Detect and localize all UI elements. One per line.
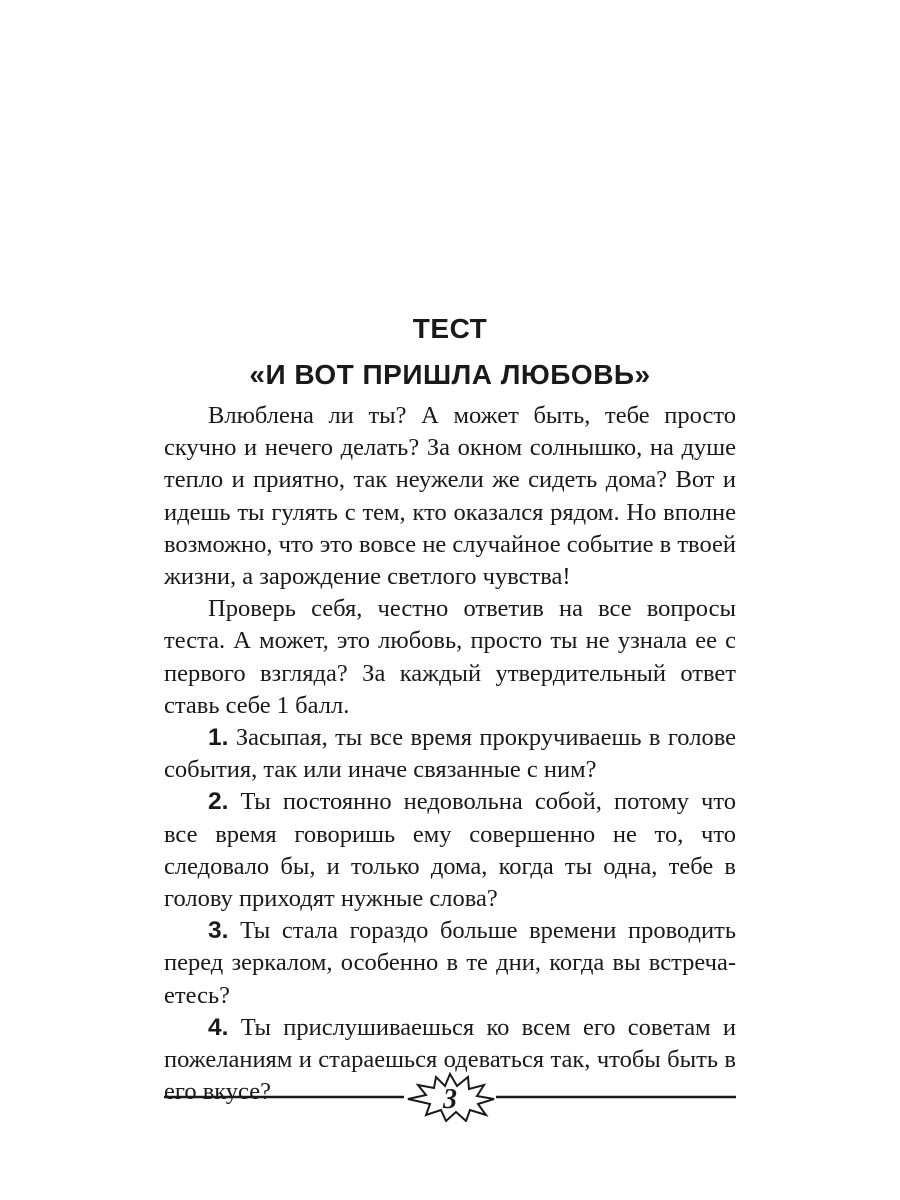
question-text: Засыпая, ты все время прокручиваешь в голове события, так или иначе связанные с ним? — [164, 724, 736, 784]
body-text — [164, 400, 736, 1108]
test-heading: ТЕСТ — [412, 313, 488, 344]
test-title: «И ВОТ ПРИШЛА ЛЮБОВЬ» — [249, 359, 651, 390]
question-text: Ты постоянно недовольна собой, потому что все время говоришь ему совершенно не то, что следовало бы, и только дома, когда ты одна, тебе в голову приходят нужные слова? — [164, 788, 737, 913]
question-text: Ты стала гораздо больше времени проводить перед зеркалом, особенно в те дни, когда вы встречаетесь? — [164, 917, 737, 1009]
footer-ornament — [164, 1072, 736, 1122]
question-3 — [164, 915, 736, 1012]
question-2 — [164, 786, 736, 915]
question-number: 4. — [208, 1013, 229, 1041]
question-number: 3. — [208, 917, 229, 945]
question-number: 1. — [208, 724, 229, 752]
question-number: 2. — [208, 788, 229, 816]
intro-paragraph-2: Проверь себя, честно ответив на все вопросы теста. А может, это любовь, просто ты не узнала ее с первого взгляда? За каждый утвердительный ответ ставь себе 1 балл. — [164, 595, 736, 719]
intro-paragraph-1: Влюблена ли ты? А может быть, тебе просто скучно и нечего делать? За окном солнышко, на душе тепло и приятно, так неужели же сидеть дома? Вот и идешь ты гулять с тем, кто оказался рядом. Но вполне возможно, что это вовсе не случайное событие в твоей жизни, а зарождение светлого чувства! — [164, 402, 736, 591]
page-footer — [164, 1072, 736, 1122]
question-text: Ты прислушиваешься ко всем его советам и пожеланиям и стараешься одеваться так, чтобы быть в его вкусе? — [164, 1013, 736, 1106]
page-content — [164, 310, 736, 1108]
page-number: 3 — [443, 1084, 457, 1115]
question-1 — [164, 722, 736, 786]
